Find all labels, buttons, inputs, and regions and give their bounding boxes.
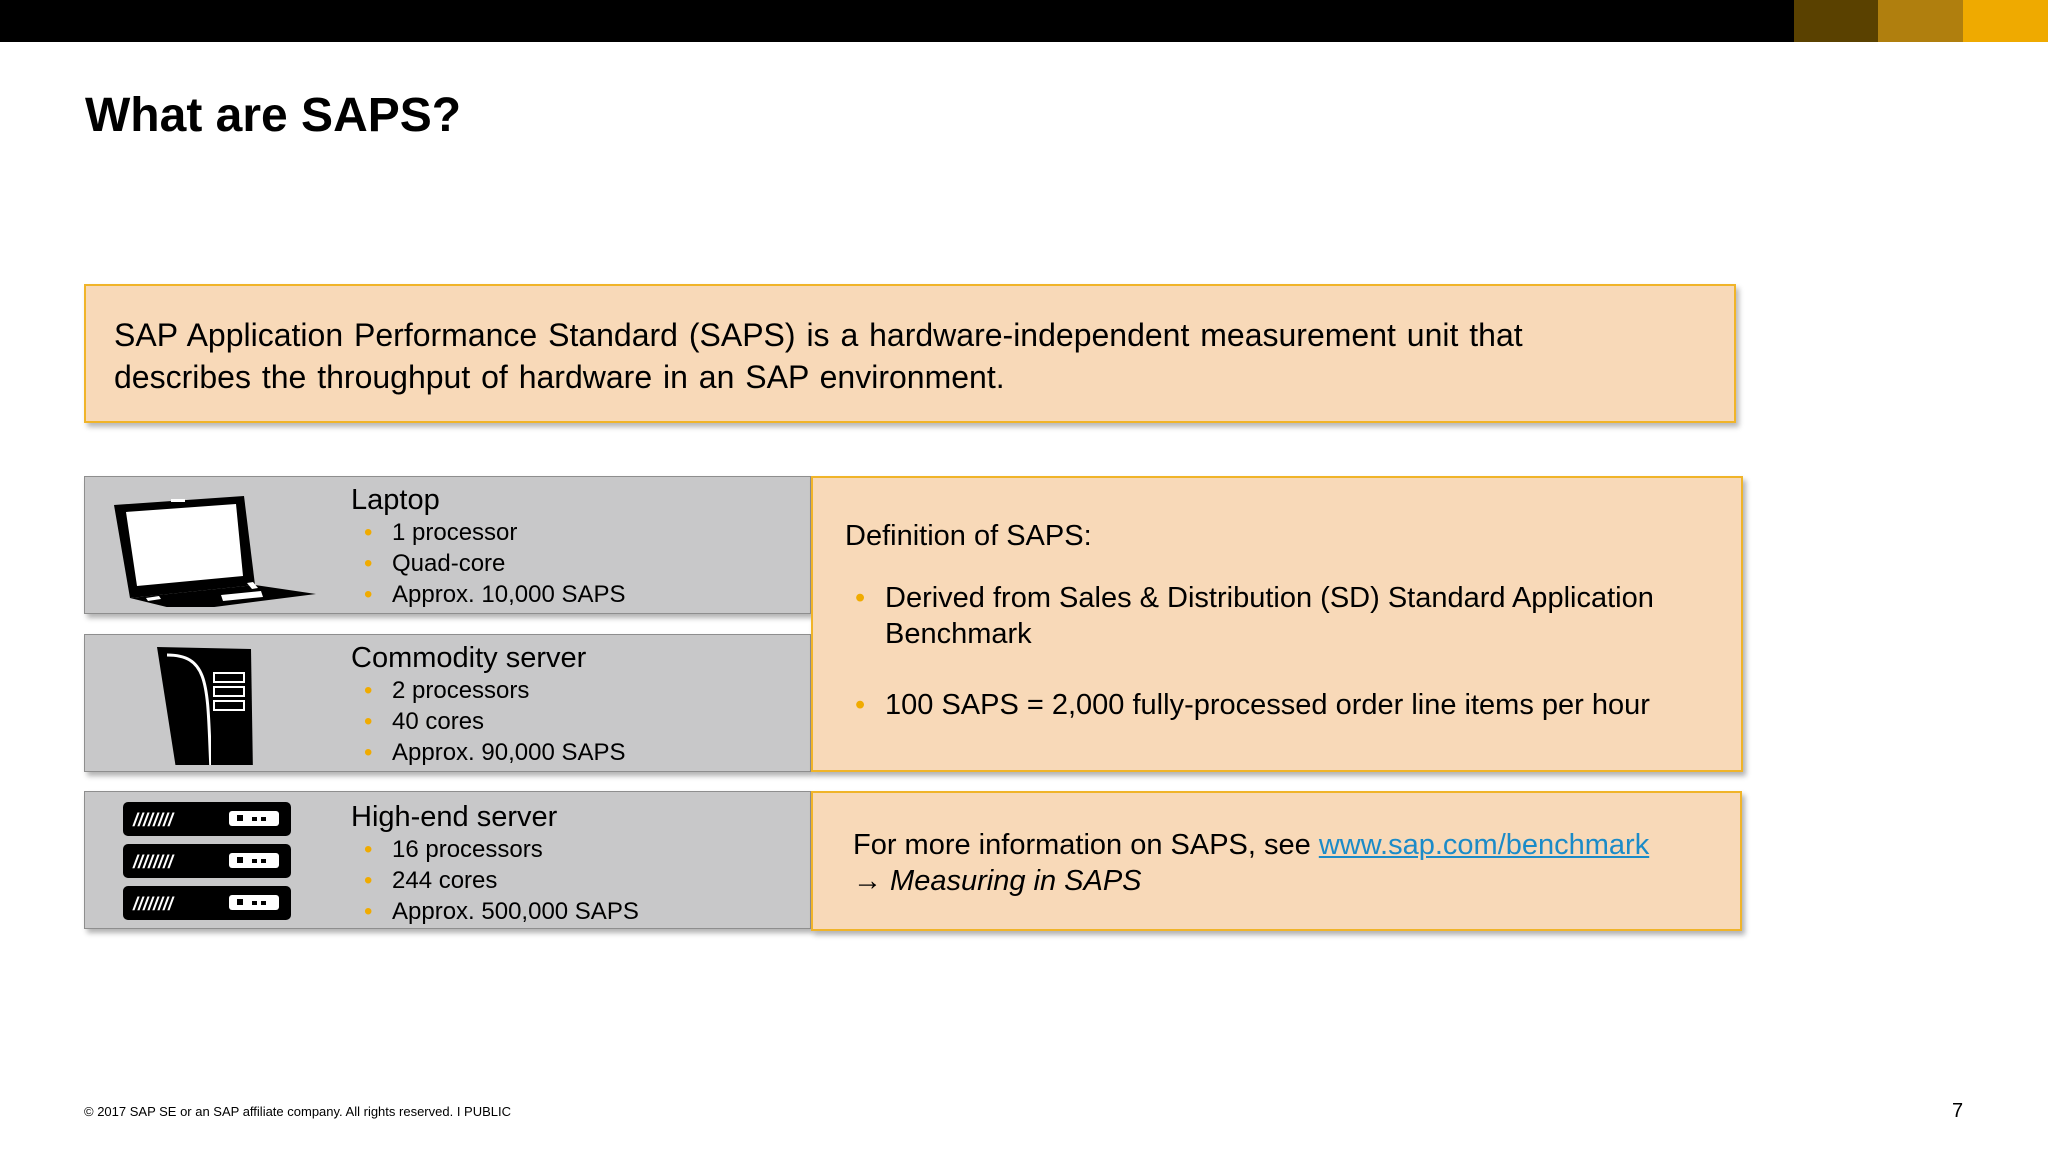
device-name: Commodity server — [351, 642, 587, 674]
info-prefix: For more information on SAPS, see — [853, 829, 1319, 861]
device-name: Laptop — [351, 484, 440, 516]
svg-text:////////: //////// — [133, 852, 174, 872]
page-number: 7 — [1952, 1100, 1964, 1122]
laptop-icon — [111, 485, 371, 607]
device-spec-list — [351, 517, 625, 610]
definition-line-2: describes the throughput of hardware in an SAP environment. — [114, 359, 1005, 395]
slide-title: What are SAPS? — [85, 89, 462, 142]
device-spec: • Approx. 500,000 SAPS — [351, 896, 639, 927]
benchmark-link[interactable]: www.sap.com/benchmark — [1318, 829, 1650, 861]
tower-server-icon — [111, 643, 371, 765]
accent-swatch-dark — [1794, 0, 1878, 42]
rack-server-icon — [111, 800, 371, 922]
definition-bullet: • Derived from Sales & Distribution (SD) Standard Application Benchmark — [845, 580, 1709, 652]
device-card-commodity-server — [84, 634, 811, 772]
accent-swatch-gold — [1963, 0, 2048, 42]
device-spec: • 244 cores — [351, 865, 639, 896]
device-card-high-end-server — [84, 791, 811, 929]
device-spec-list — [351, 675, 625, 768]
copyright-footer: © 2017 SAP SE or an SAP affiliate company. All rights reserved. I PUBLIC — [84, 1104, 512, 1119]
more-info-box — [811, 791, 1742, 931]
device-spec: • Approx. 90,000 SAPS — [351, 737, 625, 768]
device-card-laptop — [84, 476, 811, 614]
definition-banner — [84, 284, 1736, 423]
definition-bullets — [845, 580, 1709, 723]
device-spec-list — [351, 834, 639, 927]
top-bar — [0, 0, 2048, 42]
device-spec: • 2 processors — [351, 675, 625, 706]
device-spec: • Quad-core — [351, 548, 625, 579]
definition-line-1: SAP Application Performance Standard (SAPS) is a hardware-independent measurement unit that — [114, 317, 1523, 353]
svg-text:////////: //////// — [133, 894, 174, 914]
device-name: High-end server — [351, 801, 558, 833]
device-spec: • 40 cores — [351, 706, 625, 737]
accent-swatch-mid — [1878, 0, 1963, 42]
device-spec: • 1 processor — [351, 517, 625, 548]
definition-bullet: • 100 SAPS = 2,000 fully-processed order line items per hour — [845, 687, 1709, 723]
definition-heading: Definition of SAPS: — [845, 520, 1092, 552]
device-spec: • 16 processors — [351, 834, 639, 865]
device-spec: • Approx. 10,000 SAPS — [351, 579, 625, 610]
saps-definition-box — [811, 476, 1743, 772]
svg-text:////////: //////// — [133, 810, 174, 830]
info-arrow-line: → Measuring in SAPS — [853, 865, 1142, 897]
